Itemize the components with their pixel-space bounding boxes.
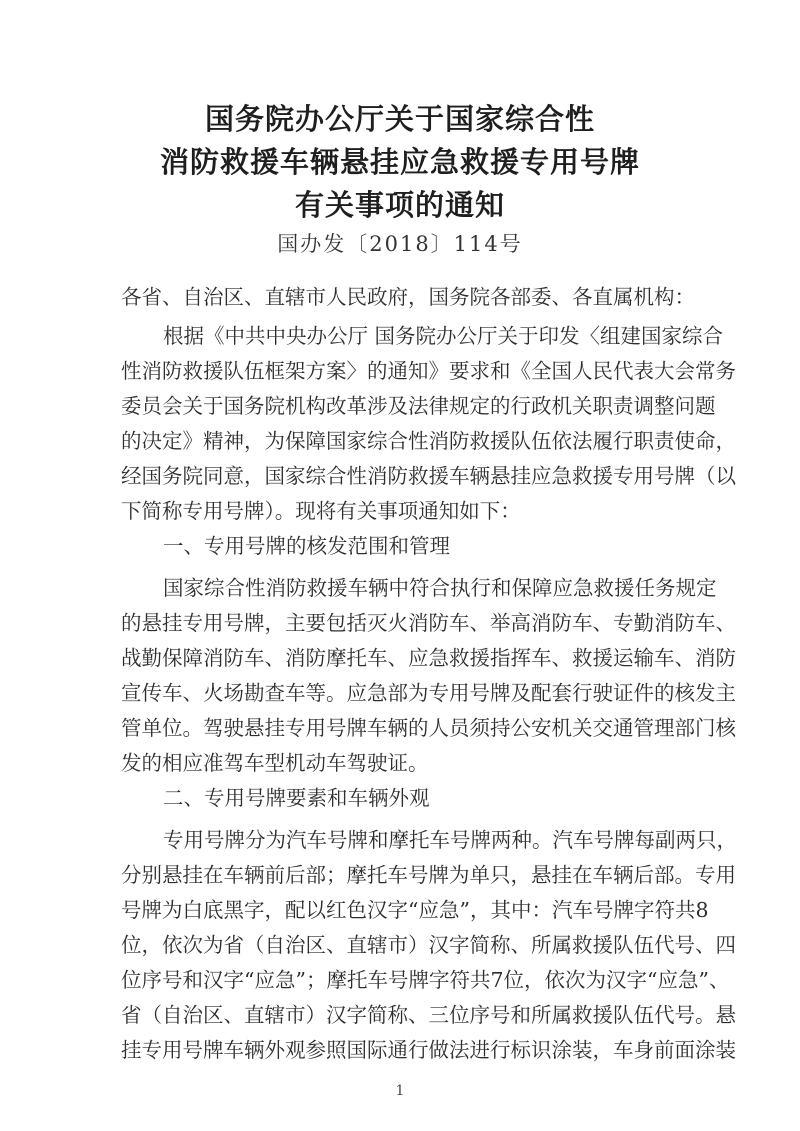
body-line: 分别悬挂在车辆前后部；摩托车号牌为单只，悬挂在车辆后部。专用 <box>121 863 736 887</box>
section-heading-2: 二、专用号牌要素和车辆外观 <box>163 786 430 810</box>
body-line: 位序号和汉字“应急”；摩托车号牌字符共7位，依次为汉字“应急”、 <box>121 968 730 992</box>
section-heading-1: 一、专用号牌的核发范围和管理 <box>163 534 450 558</box>
document-number: 国办发〔2018〕114号 <box>277 232 523 256</box>
body-line: 性消防救援队伍框架方案〉的通知》要求和《全国人民代表大会常务 <box>121 359 736 383</box>
body-line: 委员会关于国务院机构改革涉及法律规定的行政机关职责调整问题 <box>121 394 716 418</box>
document-title-line-3: 有关事项的通知 <box>294 188 505 222</box>
body-line: 下简称专用号牌）。现将有关事项通知如下： <box>121 499 521 523</box>
body-line: 战勤保障消防车、消防摩托车、应急救援指挥车、救援运输车、消防 <box>121 646 736 670</box>
body-line: 省（自治区、直辖市）汉字简称、三位序号和所属救援队伍代号。悬 <box>121 1003 736 1027</box>
body-line: 宣传车、火场勘查车等。应急部为专用号牌及配套行驶证件的核发主 <box>121 681 736 705</box>
body-line: 挂专用号牌车辆外观参照国际通行做法进行标识涂装，车身前面涂装 <box>121 1038 736 1062</box>
body-line: 位，依次为省（自治区、直辖市）汉字简称、所属救援队伍代号、四 <box>121 933 736 957</box>
body-line: 国家综合性消防救援车辆中符合执行和保障应急救援任务规定 <box>163 576 717 600</box>
body-line: 号牌为白底黑字，配以红色汉字“应急”，其中：汽车号牌字符共8 <box>121 898 709 922</box>
document-title-line-1: 国务院办公厅关于国家综合性 <box>204 102 595 136</box>
body-line: 管单位。驾驶悬挂专用号牌车辆的人员须持公安机关交通管理部门核 <box>121 716 736 740</box>
body-line: 的悬挂专用号牌，主要包括灭火消防车、举高消防车、专勤消防车、 <box>121 611 736 635</box>
salutation: 各省、自治区、直辖市人民政府，国务院各部委、各直属机构： <box>121 285 695 309</box>
body-line: 根据《中共中央办公厅 国务院办公厅关于印发〈组建国家综合 <box>163 324 724 348</box>
body-line: 发的相应准驾车型机动车驾驶证。 <box>121 751 429 775</box>
body-line: 的决定》精神，为保障国家综合性消防救援队伍依法履行职责使命， <box>121 429 736 453</box>
page-number: 1 <box>395 1083 405 1099</box>
body-line: 专用号牌分为汽车号牌和摩托车号牌两种。汽车号牌每副两只， <box>163 828 737 852</box>
body-line: 经国务院同意，国家综合性消防救援车辆悬挂应急救援专用号牌（以 <box>121 464 736 488</box>
document-title-line-2: 消防救援车辆悬挂应急救援专用号牌 <box>159 145 640 179</box>
